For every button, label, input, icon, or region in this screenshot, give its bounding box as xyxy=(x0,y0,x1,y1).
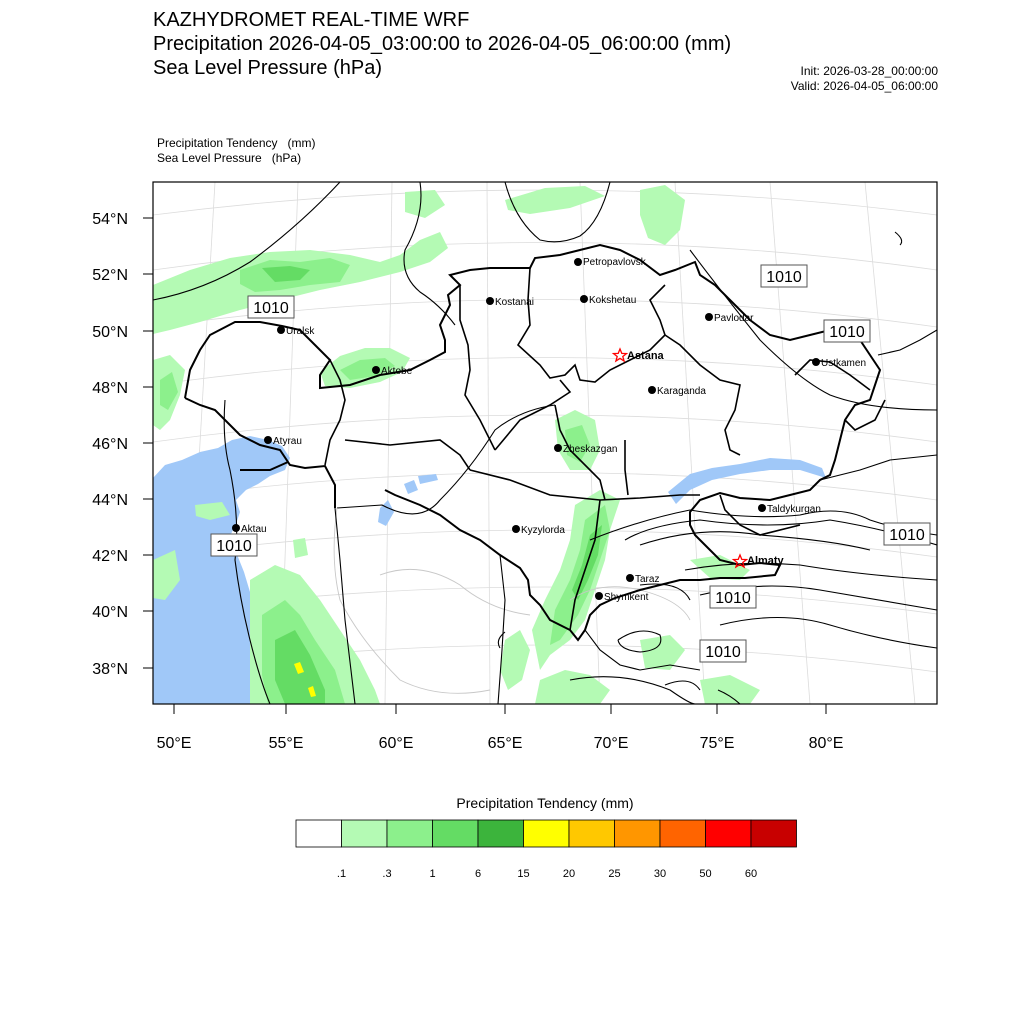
colorbar-label: 6 xyxy=(474,868,482,880)
svg-text:Zheskazgan: Zheskazgan xyxy=(563,444,618,455)
lat-label: 40°N xyxy=(92,604,128,621)
aral-sea-north xyxy=(404,480,418,494)
isobar-label xyxy=(248,296,294,318)
svg-text:1010: 1010 xyxy=(216,538,252,555)
svg-text:Karaganda: Karaganda xyxy=(657,386,706,397)
lat-label: 42°N xyxy=(92,548,128,565)
city-taraz xyxy=(626,574,659,585)
lake-balkhash xyxy=(668,458,826,504)
lon-label: 65°E xyxy=(487,735,523,752)
colorbar-label: 20 xyxy=(562,868,576,880)
isobar-label xyxy=(710,586,756,608)
lat-label: 38°N xyxy=(92,661,128,678)
legend-slp: Sea Level Pressure (hPa) xyxy=(157,151,302,165)
svg-text:Astana: Astana xyxy=(627,350,664,362)
city-kokshetau xyxy=(580,295,636,306)
colorbar-swatch xyxy=(569,820,615,847)
title-line-1: KAZHYDROMET REAL-TIME WRF xyxy=(153,9,470,31)
svg-text:Aktau: Aktau xyxy=(241,524,267,535)
svg-text:Taraz: Taraz xyxy=(635,574,660,585)
svg-text:1010: 1010 xyxy=(715,590,751,607)
aral-sea xyxy=(378,500,394,526)
lon-label: 75°E xyxy=(699,735,735,752)
svg-text:1010: 1010 xyxy=(889,527,925,544)
lon-axis xyxy=(157,704,844,752)
isobar-label xyxy=(824,320,870,342)
colorbar-label: .1 xyxy=(336,868,347,880)
city-ustkamen xyxy=(812,358,866,369)
init-time: Init: 2026-03-28_00:00:00 xyxy=(800,64,938,78)
lat-label: 46°N xyxy=(92,436,128,453)
colorbar-swatch xyxy=(296,820,342,847)
colorbar-swatch xyxy=(433,820,479,847)
colorbar-title: Precipitation Tendency (mm) xyxy=(456,795,634,811)
city-petropavlovsk xyxy=(574,257,647,268)
city-kostanai xyxy=(486,297,534,308)
colorbar-swatch xyxy=(660,820,706,847)
svg-text:1010: 1010 xyxy=(253,300,289,317)
lon-label: 60°E xyxy=(378,735,414,752)
colorbar-swatch xyxy=(751,820,797,847)
lon-label: 80°E xyxy=(808,735,844,752)
city-pavlodar xyxy=(705,313,754,324)
isobar-label xyxy=(211,534,257,556)
isobar-label xyxy=(700,640,746,662)
colorbar-label: 15 xyxy=(517,868,530,880)
lon-label: 55°E xyxy=(268,735,304,752)
colorbar-label: .3 xyxy=(382,868,392,880)
capital-star-icon xyxy=(614,349,627,361)
svg-text:Petropavlovsk: Petropavlovsk xyxy=(583,257,646,268)
city-uralsk xyxy=(277,326,315,337)
svg-text:Shymkent: Shymkent xyxy=(604,592,649,603)
colorbar-swatch xyxy=(478,820,524,847)
colorbar-swatch xyxy=(387,820,433,847)
colorbar xyxy=(296,820,797,880)
colorbar-label: 25 xyxy=(608,868,621,880)
city-shymkent xyxy=(595,592,649,603)
svg-text:Taldykurgan: Taldykurgan xyxy=(767,504,821,515)
svg-text:Ustkamen: Ustkamen xyxy=(821,358,867,369)
svg-text:Atyrau: Atyrau xyxy=(273,436,302,447)
svg-text:1010: 1010 xyxy=(766,269,802,286)
colorbar-swatch xyxy=(342,820,388,847)
isobar-label xyxy=(761,265,807,287)
lat-label: 52°N xyxy=(92,267,128,284)
city-astana xyxy=(614,349,665,362)
colorbar-swatch xyxy=(524,820,570,847)
title-line-2: Precipitation 2026-04-05_03:00:00 to 2026-04-05_06:00:00 (mm) xyxy=(153,33,732,55)
valid-time: Valid: 2026-04-05_06:00:00 xyxy=(790,79,938,93)
city-taldykurgan xyxy=(758,504,821,515)
svg-text:Kostanai: Kostanai xyxy=(495,297,534,308)
lat-axis xyxy=(92,211,153,678)
colorbar-label: 30 xyxy=(653,868,667,880)
colorbar-swatch xyxy=(706,820,752,847)
svg-text:1010: 1010 xyxy=(705,644,741,661)
lat-label: 44°N xyxy=(92,492,128,509)
svg-text:1010: 1010 xyxy=(829,324,865,341)
lat-label: 54°N xyxy=(92,211,128,228)
lat-label: 50°N xyxy=(92,324,128,341)
city-almaty xyxy=(734,555,785,567)
colorbar-label: 1 xyxy=(429,868,436,880)
city-karaganda xyxy=(648,386,706,397)
legend-precip: Precipitation Tendency (mm) xyxy=(157,136,316,150)
svg-text:Aktobe: Aktobe xyxy=(381,366,413,377)
colorbar-swatch xyxy=(615,820,661,847)
lat-label: 48°N xyxy=(92,380,128,397)
city-zheskazgan xyxy=(554,444,617,455)
lon-label: 70°E xyxy=(593,735,629,752)
title-line-3: Sea Level Pressure (hPa) xyxy=(153,57,383,79)
lon-label: 50°E xyxy=(156,735,192,752)
svg-text:Pavlodar: Pavlodar xyxy=(714,313,754,324)
svg-text:Kyzylorda: Kyzylorda xyxy=(521,525,565,536)
svg-text:Uralsk: Uralsk xyxy=(286,326,315,337)
colorbar-label: 50 xyxy=(699,868,712,880)
svg-text:Kokshetau: Kokshetau xyxy=(589,295,637,306)
svg-text:Almaty: Almaty xyxy=(747,555,784,567)
isobar-label xyxy=(884,523,930,545)
colorbar-label: 60 xyxy=(744,868,758,880)
